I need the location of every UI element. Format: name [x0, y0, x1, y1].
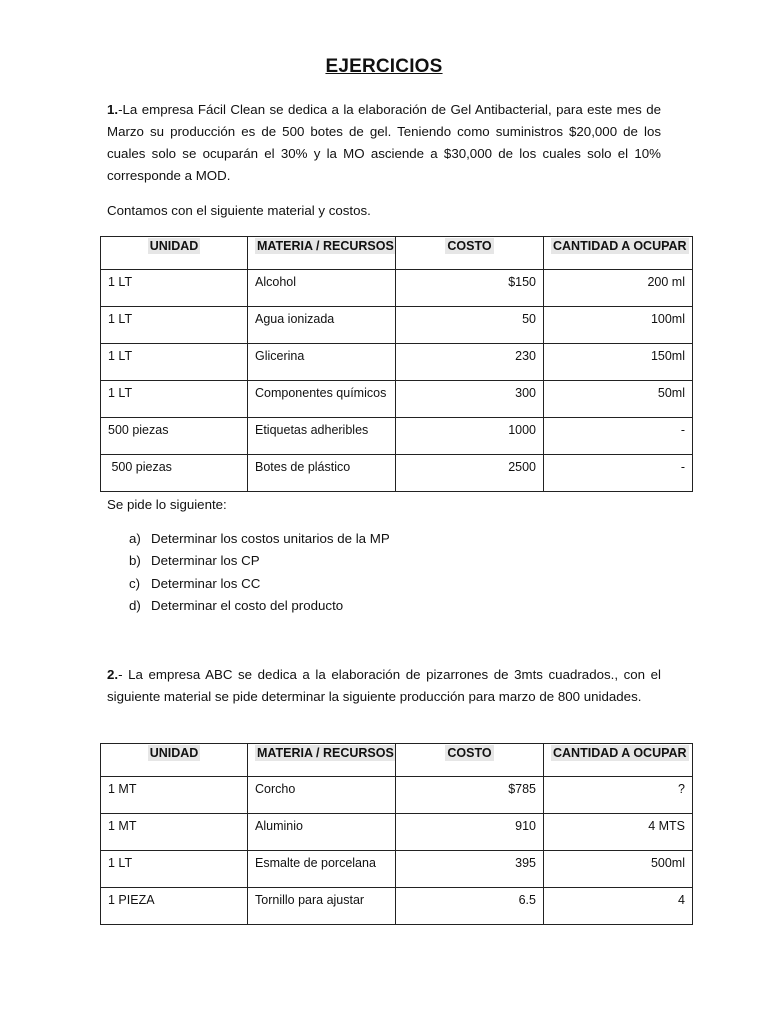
table-row	[101, 270, 693, 307]
cell-materia: Tornillo para ajustar	[248, 888, 396, 925]
table-row	[101, 307, 693, 344]
list-marker: d)	[129, 597, 141, 613]
list-item	[108, 528, 390, 550]
exercise-1-request: Se pide lo siguiente:	[107, 497, 227, 512]
cell-cantidad: 4 MTS	[544, 814, 693, 851]
cell-costo: 50	[396, 307, 544, 344]
table-row	[101, 814, 693, 851]
table-row	[101, 777, 693, 814]
cell-materia: Agua ionizada	[248, 307, 396, 344]
header-cantidad: CANTIDAD A OCUPAR	[544, 237, 693, 270]
cell-cantidad: 200 ml	[544, 270, 693, 307]
table-row	[101, 455, 693, 492]
cell-unidad: 1 MT	[101, 777, 248, 814]
cell-materia: Etiquetas adheribles	[248, 418, 396, 455]
cell-unidad: 1 MT	[101, 814, 248, 851]
table-row	[101, 851, 693, 888]
header-cantidad: CANTIDAD A OCUPAR	[544, 744, 693, 777]
list-marker: b)	[129, 553, 141, 569]
cell-materia: Componentes químicos	[248, 381, 396, 418]
list-item-text: Determinar los CC	[151, 575, 261, 591]
cell-unidad: 1 PIEZA	[101, 888, 248, 925]
cell-costo: 1000	[396, 418, 544, 455]
cell-costo: 910	[396, 814, 544, 851]
cell-materia: Esmalte de porcelana	[248, 851, 396, 888]
exercise-2-number: 2.	[107, 667, 119, 682]
cell-cantidad: ?	[544, 777, 693, 814]
header-costo: COSTO	[396, 237, 544, 270]
table-row	[101, 888, 693, 925]
table-row	[101, 381, 693, 418]
header-materia: MATERIA / RECURSOS	[248, 237, 396, 270]
exercise-1-intro: Contamos con el siguiente material y costos.	[107, 203, 371, 218]
cell-materia: Glicerina	[248, 344, 396, 381]
cell-unidad: 1 LT	[101, 270, 248, 307]
cell-materia: Corcho	[248, 777, 396, 814]
page-title: EJERCICIOS	[325, 56, 443, 77]
header-unidad: UNIDAD	[101, 744, 248, 777]
list-item-text: Determinar los CP	[151, 553, 260, 569]
list-item	[108, 595, 390, 617]
cell-materia: Botes de plástico	[248, 455, 396, 492]
cell-cantidad: 4	[544, 888, 693, 925]
cell-unidad: 500 piezas	[101, 418, 248, 455]
list-marker: a)	[129, 531, 141, 546]
cell-materia: Aluminio	[248, 814, 396, 851]
cell-costo: 300	[396, 381, 544, 418]
cell-unidad: 500 piezas	[101, 455, 248, 492]
cell-unidad: 1 LT	[101, 381, 248, 418]
exercise-2-table	[100, 743, 693, 925]
cell-cantidad: 100ml	[544, 307, 693, 344]
exercise-1-task-list	[108, 528, 390, 617]
list-item	[108, 573, 390, 595]
cell-costo: 6.5	[396, 888, 544, 925]
header-costo: COSTO	[396, 744, 544, 777]
cell-unidad: 1 LT	[101, 344, 248, 381]
cell-cantidad: 50ml	[544, 381, 693, 418]
table-row	[101, 344, 693, 381]
cell-materia: Alcohol	[248, 270, 396, 307]
header-materia: MATERIA / RECURSOS	[248, 744, 396, 777]
exercise-1-table	[100, 236, 693, 492]
exercise-1-statement	[107, 99, 661, 187]
exercise-1-text: -La empresa Fácil Clean se dedica a la elaboración de Gel Antibacterial, para este mes de Marzo su producción es de 500 botes de gel. Teniendo como suministros $20,000 de los cuales solo se ocuparán el 30% y la MO asciende a $30,000 de los cuales solo el 10% corresponde a MOD.	[107, 102, 661, 183]
cell-cantidad: 150ml	[544, 344, 693, 381]
list-item-text: Determinar los costos unitarios de la MP	[151, 531, 390, 546]
exercise-2-text: - La empresa ABC se dedica a la elaboración de pizarrones de 3mts cuadrados., con el siguiente material se pide determinar la siguiente producción para marzo de 800 unidades.	[107, 667, 661, 704]
cell-cantidad: -	[544, 418, 693, 455]
exercise-1-number: 1.	[107, 102, 119, 117]
cell-costo: 2500	[396, 455, 544, 492]
cell-costo: 230	[396, 344, 544, 381]
cell-cantidad: 500ml	[544, 851, 693, 888]
cell-costo: 395	[396, 851, 544, 888]
exercise-2-statement	[107, 664, 661, 708]
list-item-text: Determinar el costo del producto	[151, 597, 344, 613]
cell-unidad: 1 LT	[101, 851, 248, 888]
table-header-row	[101, 237, 693, 270]
cell-costo: $785	[396, 777, 544, 814]
header-unidad: UNIDAD	[101, 237, 248, 270]
list-item	[108, 550, 390, 572]
cell-unidad: 1 LT	[101, 307, 248, 344]
table-row	[101, 418, 693, 455]
table-header-row	[101, 744, 693, 777]
list-marker: c)	[129, 575, 141, 591]
cell-costo: $150	[396, 270, 544, 307]
cell-cantidad: -	[544, 455, 693, 492]
